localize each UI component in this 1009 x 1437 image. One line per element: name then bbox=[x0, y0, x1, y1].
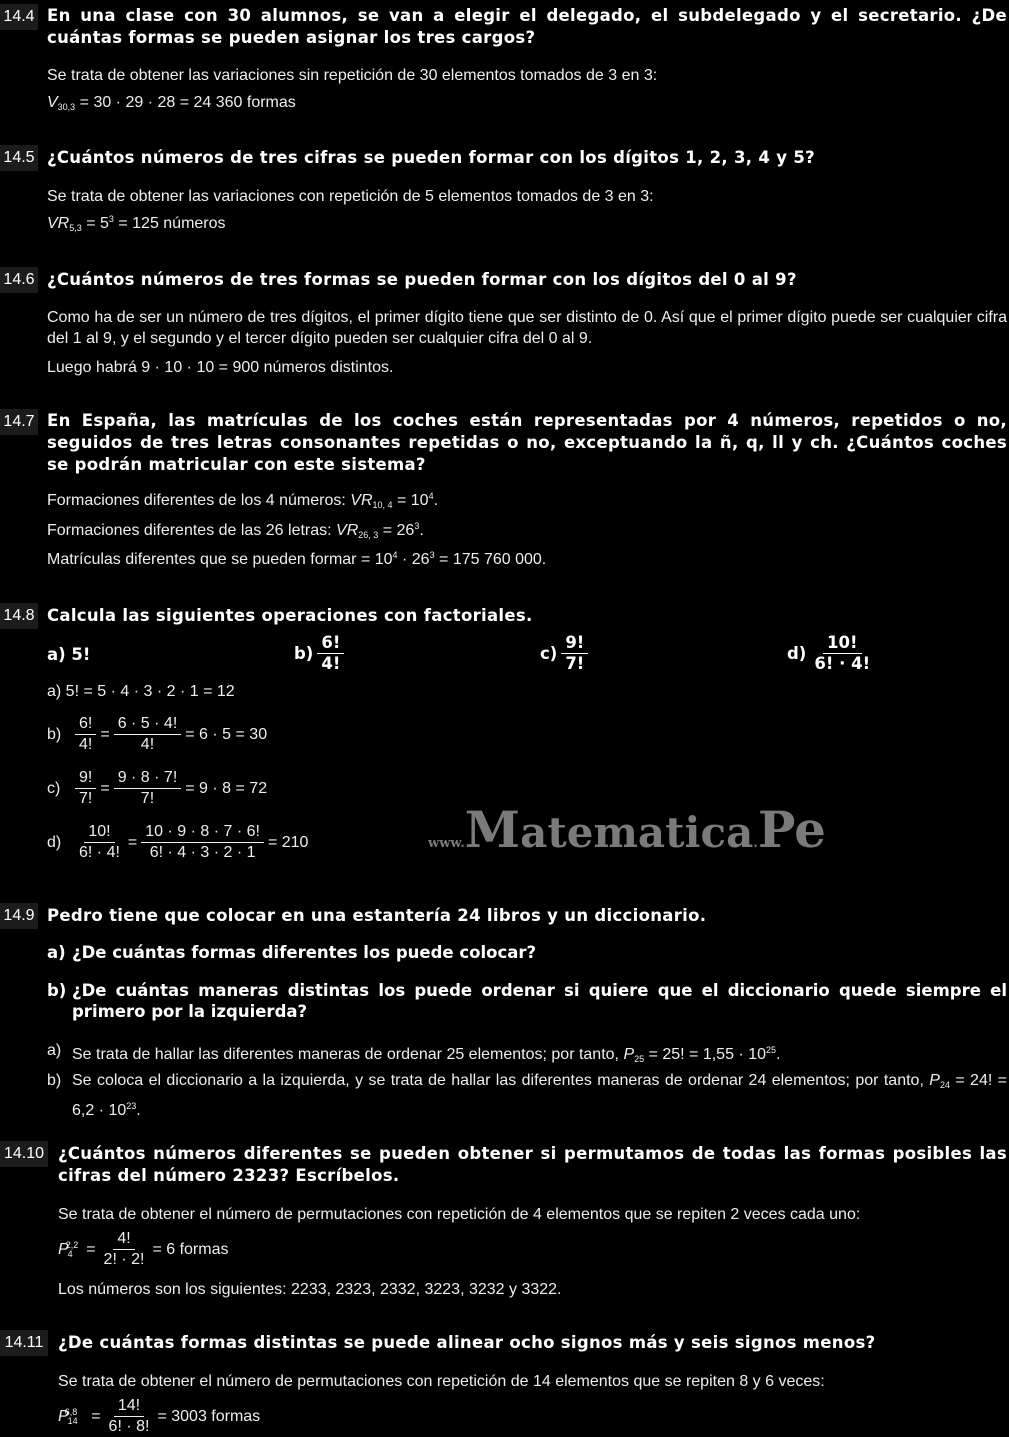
answer-14-7-line-3: Matrículas diferentes que se pueden formar = $10^4 \cdot 26^3 = 175$ 760 000. bbox=[47, 550, 547, 568]
answer-14-8-d: d) $\frac{10!}{6! \cdot 4!}$ = $\frac{10 \cdot 9 \cdot 8 \cdot 7 \cdot 6!}{6! \cdot 4 \cdot 3 \cdot 2 \cdot 1}$ = 210 bbox=[47, 823, 309, 861]
problem-number-14-5: 14.5 bbox=[0, 145, 38, 171]
watermark-logo: www. M atematica . Pe bbox=[428, 800, 826, 859]
answer-14-9-a: a) Se trata de hallar las diferentes maneras de ordenar 25 elementos; por tanto, $P_{25} = 25$! = $1,55 \cdot 10^{25}$. bbox=[47, 1042, 781, 1064]
answer-14-5: Se trata de obtener las variaciones con repetición de 5 elementos tomados de 3 en 3: bbox=[47, 188, 654, 205]
option-d: d) $\frac{10!}{6! \cdot 4!}$ bbox=[787, 633, 871, 673]
answer-14-10-list: Los números son los siguientes: 2233, 2323, 2332, 3223, 3232 y 3322. bbox=[58, 1281, 562, 1298]
answer-14-8-b: b) $\frac{6!}{4!}$ = $\frac{6 \cdot 5 \cdot 4!}{4!}$ = 6 · 5 = 30 bbox=[47, 715, 268, 753]
answer-14-7-line-1: Formaciones diferentes de los 4 números: $VR_{10, 4} = 10^4$. bbox=[47, 491, 439, 510]
answer-14-6: Como ha de ser un número de tres dígitos, el primer dígito tiene que ser distinto de 0. Así que el primer dígito puede ser cualquier cifra del 1 al 9, y el segundo y el tercer dígito pueden ser cualquier cifra del 0 al 9. bbox=[47, 309, 1007, 347]
subquestion-14-9-a: a) ¿De cuántas formas diferentes los puede colocar? bbox=[47, 943, 537, 962]
option-c: c) $\frac{9!}{7!}$ bbox=[540, 633, 592, 674]
problem-question-14-4: En una clase con 30 alumnos, se van a elegir el delegado, el subdelegado y el secretario. ¿De cuántas formas se pueden asignar los tres cargos? bbox=[47, 6, 1007, 47]
problem-question-14-6: ¿Cuántos números de tres formas se pueden formar con los dígitos del 0 al 9? bbox=[47, 270, 797, 289]
problem-question-14-8: Calcula las siguientes operaciones con factoriales. bbox=[47, 606, 533, 625]
formula-14-4: $V_{30,3} = 30 \cdot 29 \cdot 28 = 24$ 360 formas bbox=[47, 94, 296, 112]
problem-question-14-10: ¿Cuántos números diferentes se pueden obtener si permutamos de todas las formas posibles las cifras del número 2323? Escríbelos. bbox=[58, 1144, 1007, 1185]
problem-number-14-11: 14.11 bbox=[0, 1330, 48, 1356]
problem-number-14-10: 14.10 bbox=[0, 1141, 48, 1167]
answer-14-9-b: b) Se coloca el diccionario a la izquierda, y se trata de hallar las diferentes maneras de ordenar 24 elementos; por tanto, $P_{24} = 24$! = $6,2 \cdot 10^{23}$. bbox=[47, 1072, 1008, 1119]
problem-number-14-8: 14.8 bbox=[0, 603, 38, 629]
problem-number-14-9: 14.9 bbox=[0, 903, 38, 929]
answer-14-7-line-2: Formaciones diferentes de las 26 letras: $VR_{26, 3} = 26^3$. bbox=[47, 521, 424, 540]
answer-14-10: Se trata de obtener el número de permutaciones con repetición de 4 elementos que se repiten 2 veces cada uno: bbox=[58, 1206, 861, 1223]
option-b: b) $\frac{6!}{4!}$ bbox=[294, 633, 348, 674]
problem-number-14-4: 14.4 bbox=[0, 4, 38, 30]
problem-question-14-7: En España, las matrículas de los coches están representadas por 4 números, repetidos o no, seguidos de tres letras consonantes repetidas o no, exceptuando la ñ, q, ll y ch. ¿Cuántos coches se podrán matricular con este sistema? bbox=[47, 411, 1007, 474]
answer-14-8-a: a) 5! = 5 · 4 · 3 · 2 · 1 = 12 bbox=[47, 683, 235, 700]
answer-14-11: Se trata de obtener el número de permutaciones con repetición de 14 elementos que se repiten 8 y 6 veces: bbox=[58, 1373, 825, 1390]
formula-14-10: $P_4^{2,2}$ = $\frac{4!}{2! \cdot 2!}$ = 6 formas bbox=[58, 1230, 229, 1268]
problem-question-14-9: Pedro tiene que colocar en una estantería 24 libros y un diccionario. bbox=[47, 906, 707, 925]
option-a: a) 5! bbox=[47, 645, 91, 664]
problem-number-14-7: 14.7 bbox=[0, 409, 38, 435]
subquestion-14-9-b: b) ¿De cuántas maneras distintas los puede ordenar si quiere que el diccionario quede siempre el primero por la izquierda? bbox=[47, 981, 1007, 1021]
problem-number-14-6: 14.6 bbox=[0, 267, 38, 293]
problem-question-14-11: ¿De cuántas formas distintas se puede alinear ocho signos más y seis signos menos? bbox=[58, 1333, 876, 1352]
answer-14-8-c: c) $\frac{9!}{7!}$ = $\frac{9 \cdot 8 \cdot 7!}{7!}$ = 9 · 8 = 72 bbox=[47, 769, 268, 807]
problem-question-14-5: ¿Cuántos números de tres cifras se pueden formar con los dígitos 1, 2, 3, 4 y 5? bbox=[47, 148, 815, 167]
formula-14-11: $P_{14}^{6,8}$ = $\frac{14!}{6! \cdot 8!}$ = 3003 formas bbox=[58, 1397, 261, 1435]
formula-14-5: $VR_{5,3} = 5^3 = 125$ números bbox=[47, 214, 226, 233]
answer-14-6-conclusion: Luego habrá 9 · 10 · 10 = 900 números distintos. bbox=[47, 359, 394, 376]
answer-14-4: Se trata de obtener las variaciones sin repetición de 30 elementos tomados de 3 en 3: bbox=[47, 67, 658, 84]
